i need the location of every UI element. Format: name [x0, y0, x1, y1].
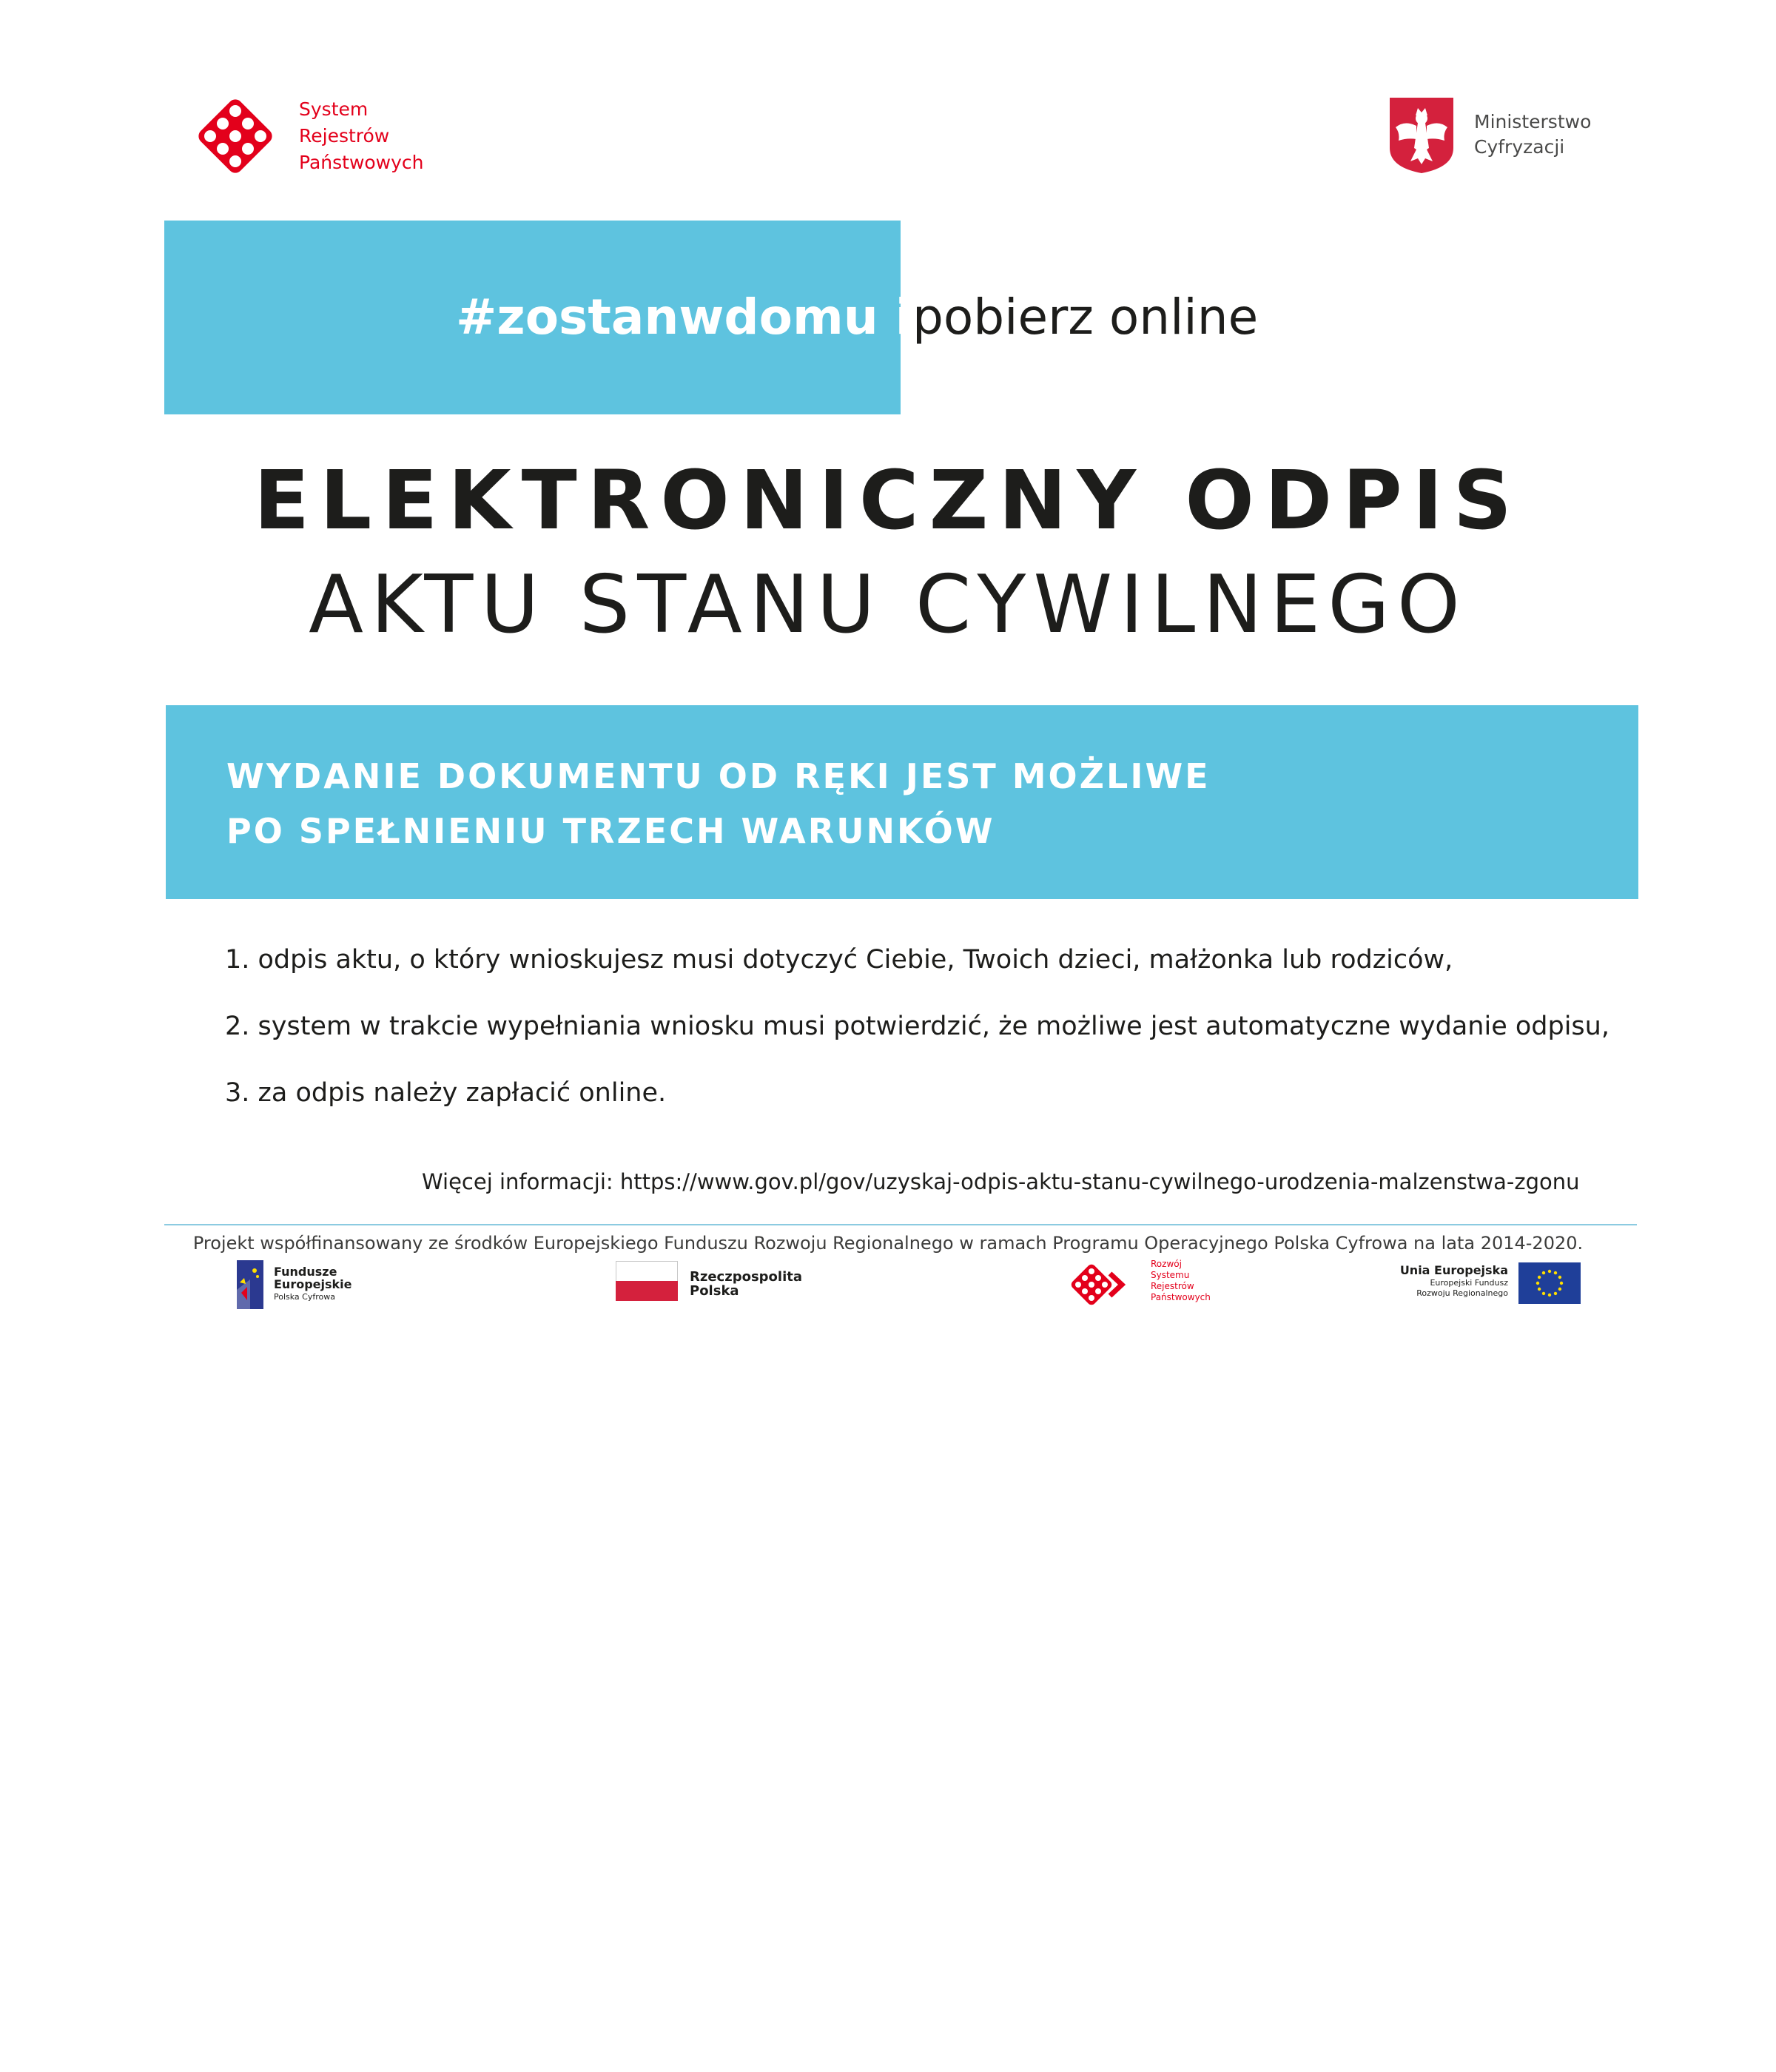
list-item: 3. za odpis należy zapłacić online. — [225, 1078, 667, 1108]
srp-development-logo-icon — [1066, 1259, 1140, 1311]
list-item: 1. odpis aktu, o który wnioskujesz musi dotyczyć Ciebie, Twoich dzieci, małżonka lub rodziców, — [225, 945, 1453, 975]
srp-logo-icon — [191, 92, 280, 181]
conditions-heading — [226, 749, 1211, 858]
conditions-heading-line1: WYDANIE DOKUMENTU OD RĘKI JEST MOŻLIWE — [226, 756, 1211, 796]
funding-note: Projekt współfinansowany ze środków Europejskiego Funduszu Rozwoju Regionalnego w ramach Programu Operacyjnego Polska Cyfrowa na lata 2014-2020. — [192, 1233, 1584, 1254]
more-info-link[interactable]: Więcej informacji: https://www.gov.pl/gov/uzyskaj-odpis-aktu-stanu-cywilnego-urodzenia-malzenstwa-zgonu — [422, 1169, 1580, 1194]
polish-eagle-emblem-icon — [1388, 96, 1455, 175]
tagline-text: pobierz online — [912, 289, 1259, 346]
fundusze-europejskie-text: Fundusze Europejskie Polska Cyfrowa — [274, 1265, 352, 1302]
ministry-logo-text: Ministerstwo Cyfryzacji — [1474, 111, 1592, 158]
page-title-line1: ELEKTRONICZNY ODPIS — [254, 453, 1522, 548]
conditions-list — [225, 926, 1610, 1126]
fundusze-europejskie-icon — [237, 1260, 263, 1309]
divider — [164, 1224, 1637, 1225]
hashtag-text: #zostanwdomu i — [456, 289, 912, 346]
list-item: 2. system w trakcie wypełniania wniosku musi potwierdzić, że możliwe jest automatyczne wydanie odpisu, — [225, 1012, 1610, 1041]
eu-flag-icon — [1518, 1262, 1581, 1304]
polish-flag-icon — [616, 1261, 678, 1301]
page-title-line2: AKTU STANU CYWILNEGO — [309, 559, 1467, 651]
srp-development-text: Rozwój Systemu Rejestrów Państwowych — [1151, 1259, 1211, 1302]
conditions-heading-line2: PO SPEŁNIENIU TRZECH WARUNKÓW — [226, 811, 995, 851]
srp-logo-text: System Rejestrów Państwowych — [299, 98, 424, 173]
eu-text: Unia Europejska Europejski Fundusz Rozwoju Regionalnego — [1399, 1263, 1508, 1298]
rzeczpospolita-text: Rzeczpospolita Polska — [690, 1269, 802, 1299]
